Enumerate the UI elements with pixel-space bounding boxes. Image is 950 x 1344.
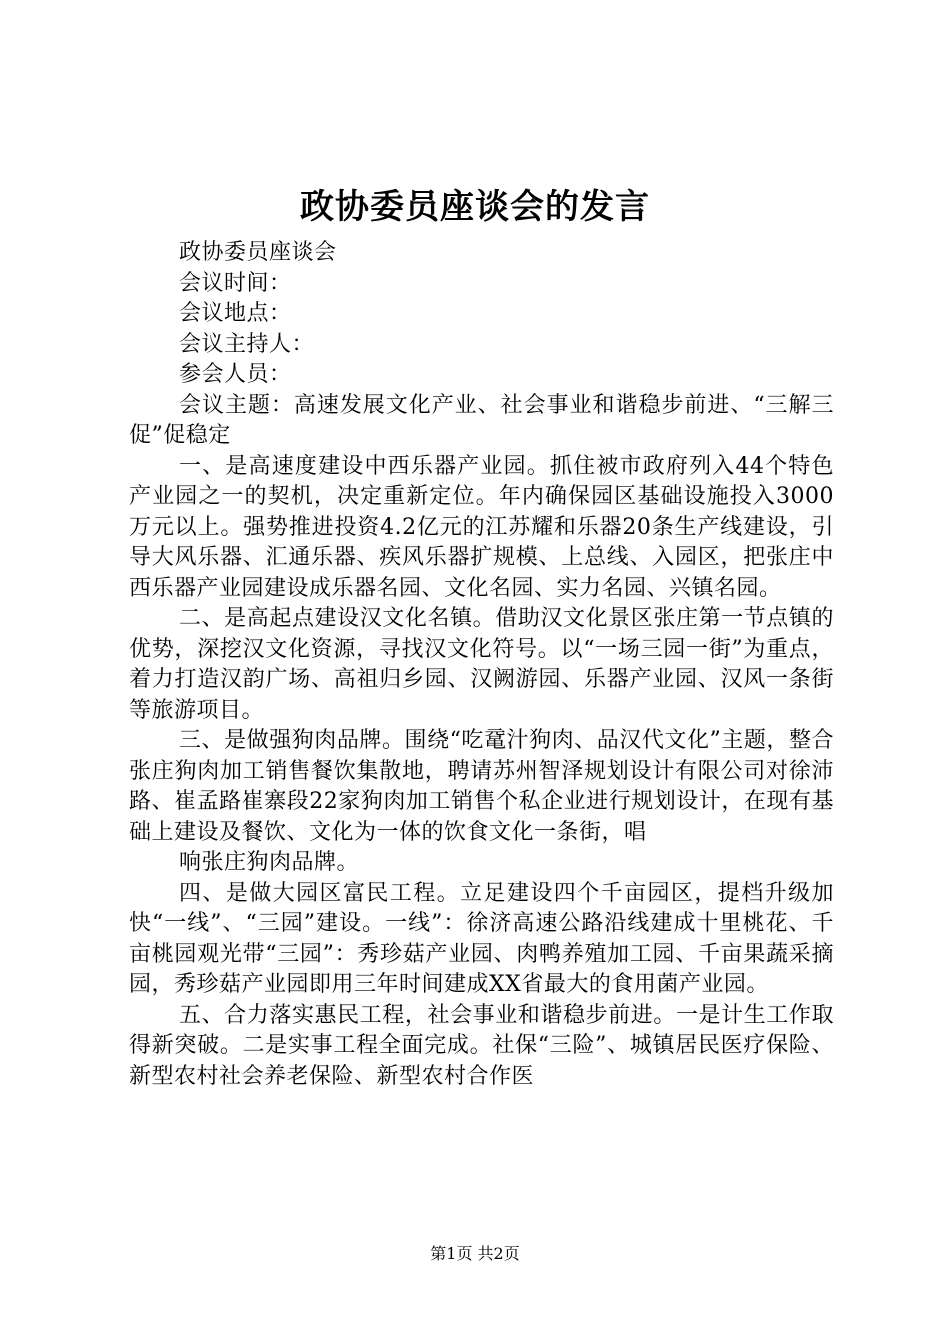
document-title: 政协委员座谈会的发言 — [300, 187, 650, 227]
paragraph-section-three-continued: 响张庄狗肉品牌。 — [179, 850, 360, 875]
meeting-name-line: 政协委员座谈会 — [179, 240, 337, 265]
paragraph-section-five: 五、合力落实惠民工程，社会事业和谐稳步前进。一是计生工作取得新突破。二是实事工程全面完成。社保“三险”、城镇居民医疗保险、新型农村社会养老保险、新型农村合作医 — [129, 1002, 834, 1089]
meeting-location-line: 会议地点： — [179, 301, 292, 326]
page-number-footer: 第1页 共2页 — [430, 1244, 520, 1263]
paragraph-section-one: 一、是高速度建设中西乐器产业园。抓住被市政府列入44个特色产业园之一的契机，决定重新定位。年内确保园区基础设施投入3000万元以上。强势推进投资4.2亿元的江苏耀和乐器20条生产线建设，引导大风乐器、汇通乐器、疾风乐器扩规模、上总线、入园区，把张庄中西乐器产业园建设成乐器名园、文化名园、实力名园、兴镇名园。 — [129, 453, 834, 601]
meeting-theme-paragraph: 会议主题：高速发展文化产业、社会事业和谐稳步前进、“三解三促”促稳定 — [129, 392, 834, 448]
paragraph-section-two: 二、是高起点建设汉文化名镇。借助汉文化景区张庄第一节点镇的优势，深挖汉文化资源，寻找汉文化符号。以“一场三园一街”为重点，着力打造汉韵广场、高祖归乡园、汉阙游园、乐器产业园、汉风一条街等旅游项目。 — [129, 606, 834, 723]
attendees-line: 参会人员： — [179, 362, 292, 387]
meeting-time-line: 会议时间： — [179, 270, 292, 296]
paragraph-section-three: 三、是做强狗肉品牌。围绕“吃鼋汁狗肉、品汉代文化”主题，整合张庄狗肉加工销售餐饮集散地，聘请苏州智泽规划设计有限公司对徐沛路、崔孟路崔寨段22家狗肉加工销售个私企业进行规划设计，在现有基础上建设及餐饮、文化为一体的饮食文化一条街，唱 — [129, 728, 834, 845]
paragraph-section-four: 四、是做大园区富民工程。立足建设四个千亩园区，提档升级加快“一线”、“三园”建设。一线”：徐济高速公路沿线建成十里桃花、千亩桃园观光带“三园”：秀珍菇产业园、肉鸭养殖加工园、千亩果蔬采摘园，秀珍菇产业园即用三年时间建成XX省最大的食用菌产业园。 — [129, 880, 834, 997]
document-body — [129, 238, 834, 1092]
meeting-host-line: 会议主持人： — [179, 331, 315, 357]
